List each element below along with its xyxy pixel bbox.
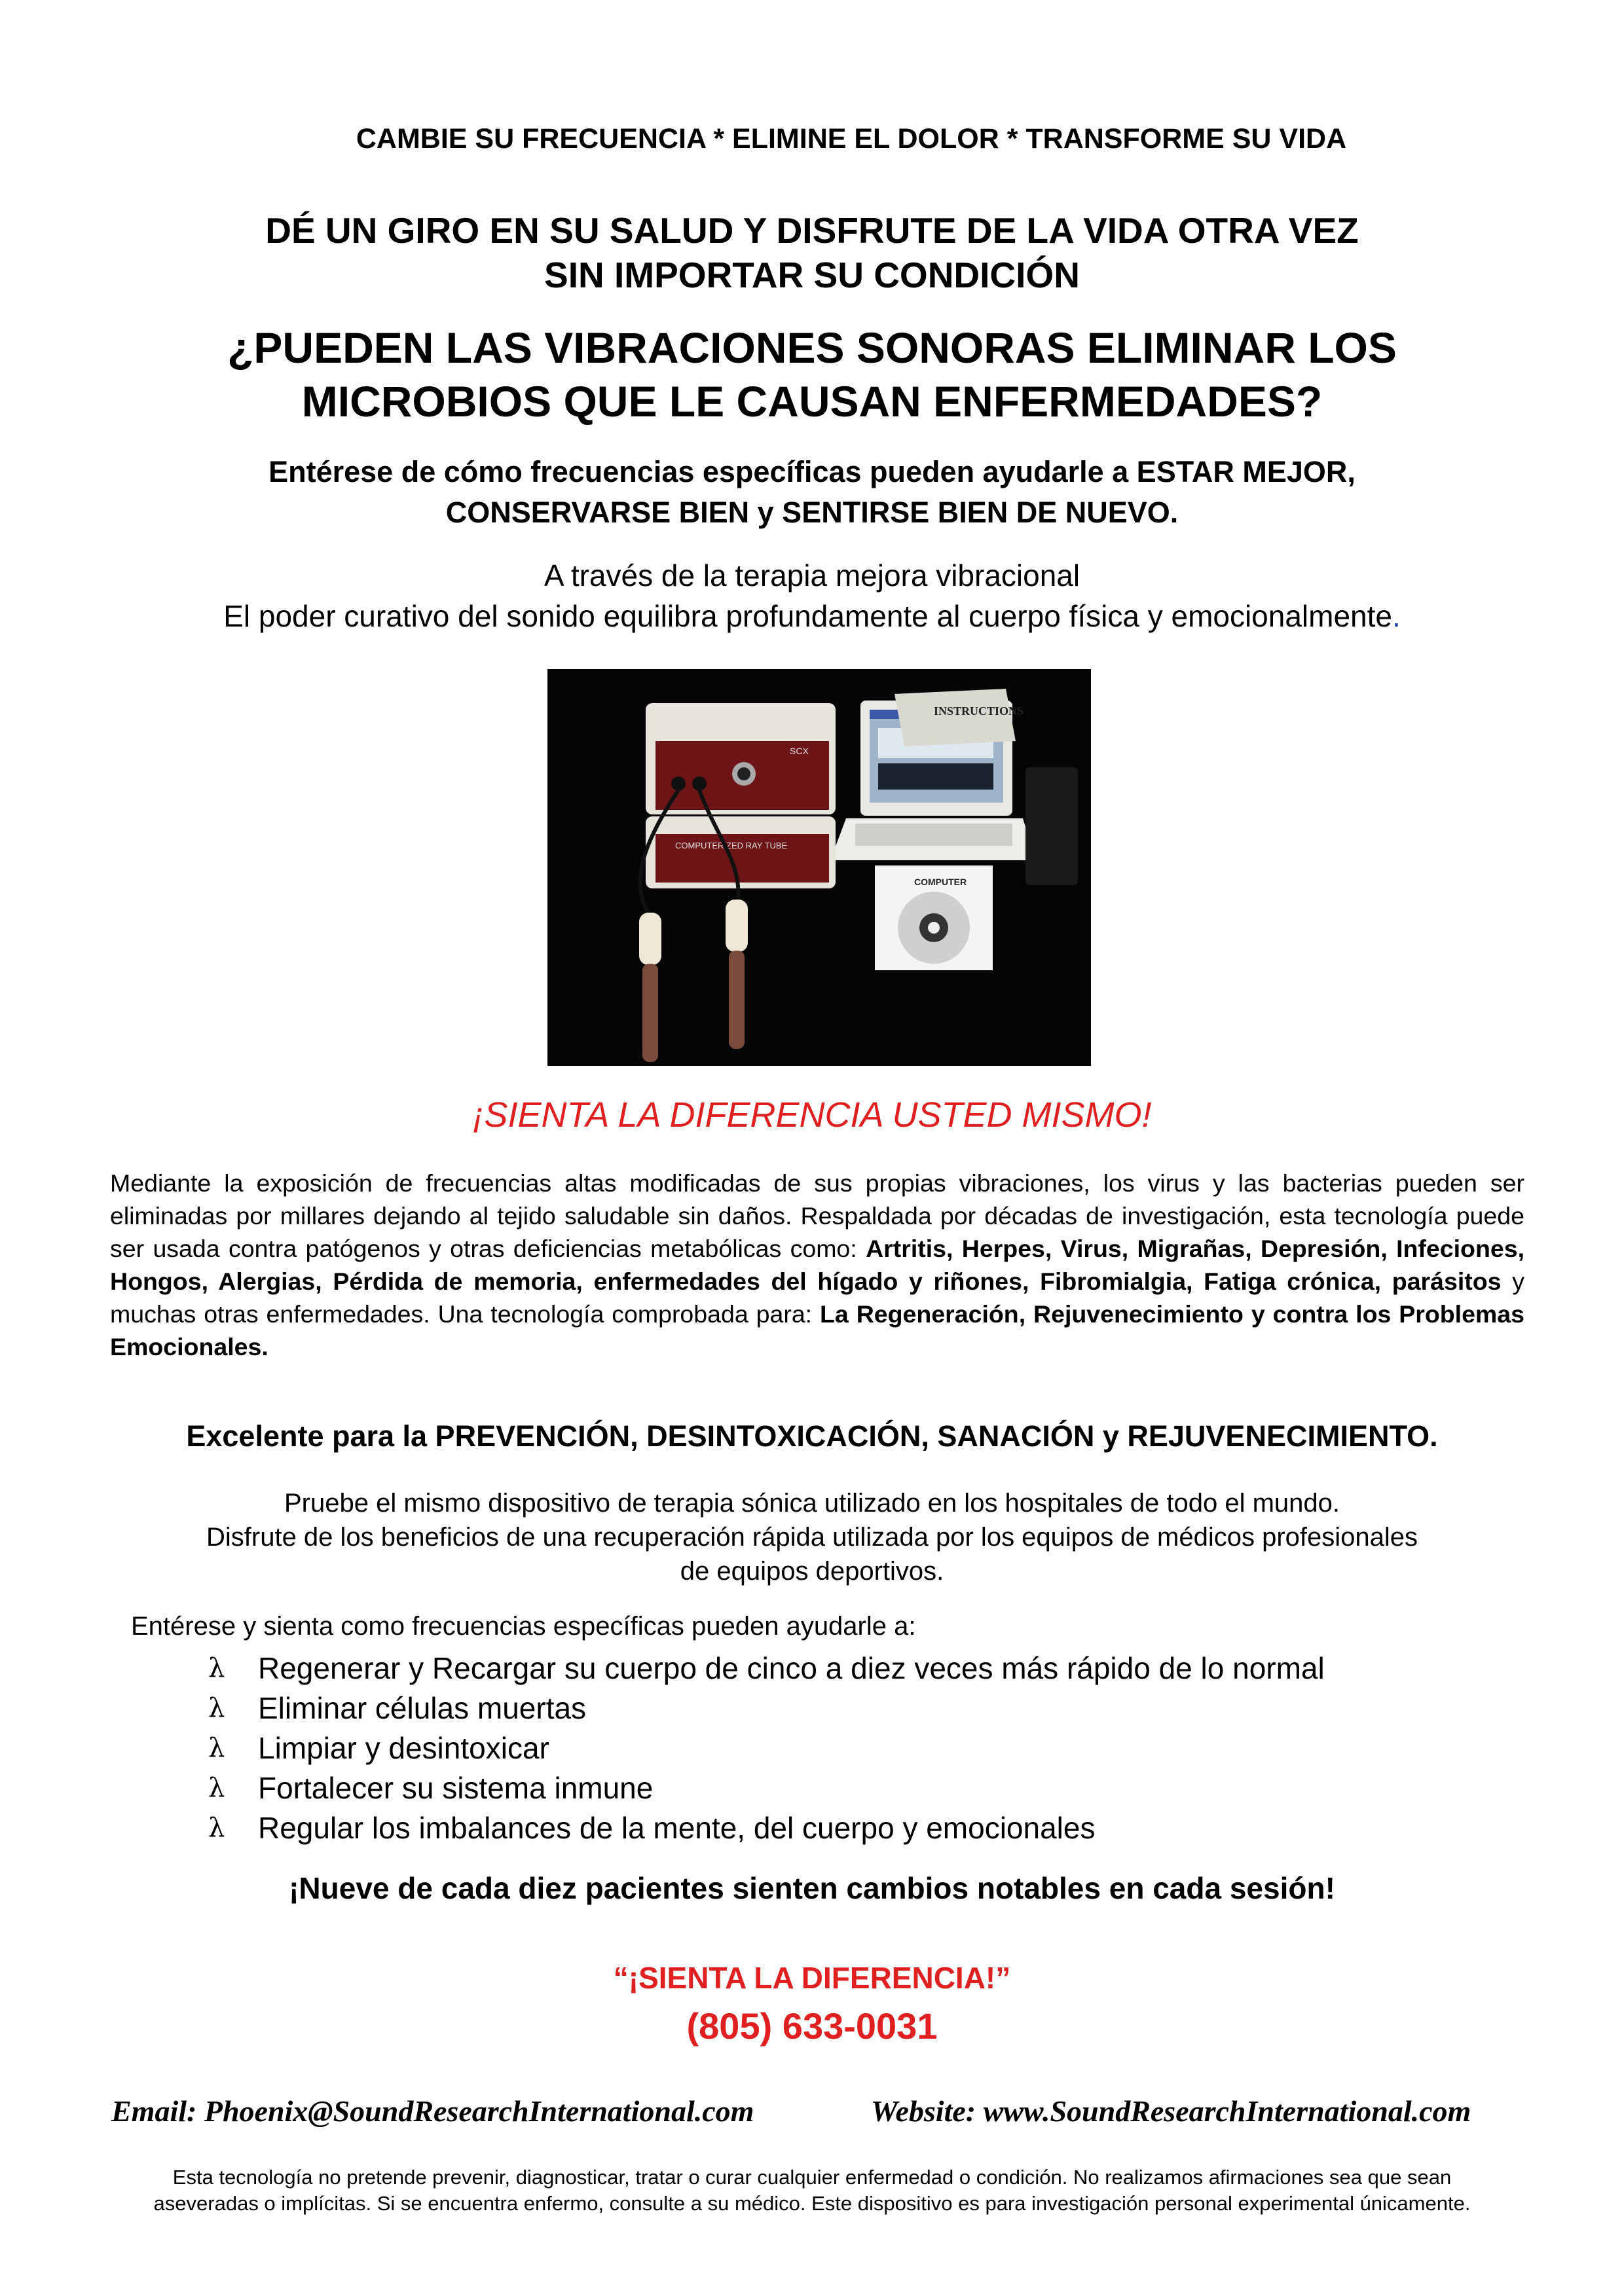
electrode-left <box>639 913 661 1062</box>
subheadline-line: Entérese de cómo frecuencias específicas pueden ayudarle a ESTAR MEJOR, <box>268 455 1356 488</box>
try-paragraph <box>0 1486 1624 1588</box>
try-line: de equipos deportivos. <box>680 1557 944 1586</box>
website-link[interactable]: Website: www.SoundResearchInternational.com <box>871 2094 1471 2128</box>
body-text: y muchas otras enfermedades. Una tecnología comprobada para: <box>110 1267 1524 1328</box>
nine-of-ten-statement: ¡Nueve de cada diez pacientes sienten cambios notables en cada sesión! <box>289 1871 1335 1905</box>
lambda-bullet-icon: λ <box>208 1693 225 1723</box>
device-illustration <box>547 669 1091 1066</box>
product-photo <box>547 669 1091 1066</box>
device-jack <box>671 776 686 791</box>
manual-text: INSTRUCTIONS <box>934 704 1024 718</box>
disclaimer <box>0 2164 1624 2217</box>
manual <box>895 689 1016 746</box>
try-line: Pruebe el mismo dispositivo de terapia sónica utilizado en los hospitales de todo el mundo. <box>284 1489 1340 1518</box>
excellent-heading: Excelente para la PREVENCIÓN, DESINTOXICACIÓN, SANACIÓN y REJUVENECIMIENTO. <box>186 1419 1438 1453</box>
therapy-period: . <box>1392 599 1401 633</box>
try-line: Disfrute de los beneficios de una recuperación rápida utilizada por los equipos de médicos profesionales <box>206 1523 1418 1552</box>
book <box>1025 767 1078 885</box>
subheadline <box>0 452 1624 533</box>
list-item-text: Fortalecer su sistema inmune <box>258 1771 654 1805</box>
list-item-text: Regenerar y Recargar su cuerpo de cinco a diez veces más rápido de lo normal <box>258 1651 1325 1685</box>
list-item <box>208 1688 1325 1728</box>
question-line: MICROBIOS QUE LE CAUSAN ENFERMEDADES? <box>301 377 1323 426</box>
list-item-text: Regular los imbalances de la mente, del cuerpo y emocionales <box>258 1811 1096 1845</box>
lambda-bullet-icon: λ <box>208 1653 225 1683</box>
email-link[interactable]: Email: Phoenix@SoundResearchInternational.com <box>111 2094 754 2128</box>
list-item <box>208 1728 1325 1768</box>
lambda-bullet-icon: λ <box>208 1773 225 1803</box>
headline-line: DÉ UN GIRO EN SU SALUD Y DISFRUTE DE LA VIDA OTRA VEZ <box>265 210 1359 251</box>
lambda-bullet-icon: λ <box>208 1813 225 1843</box>
subheadline-line: CONSERVARSE BIEN y SENTIRSE BIEN DE NUEVO. <box>445 496 1179 529</box>
disclaimer-line: aseveradas o implícitas. Si se encuentra enfermo, consulte a su médico. Este dispositivo es para investigación personal experimental únicamente. <box>153 2192 1471 2215</box>
headline <box>0 208 1624 297</box>
electrode-right <box>726 900 748 1049</box>
benefits-list <box>208 1649 1325 1848</box>
list-item <box>208 1808 1325 1848</box>
question-line: ¿PUEDEN LAS VIBRACIONES SONORAS ELIMINAR LOS <box>227 323 1397 372</box>
tagline: CAMBIE SU FRECUENCIA * ELIMINE EL DOLOR * TRANSFORME SU VIDA <box>356 123 1347 155</box>
list-intro: Entérese y sienta como frecuencias específicas pueden ayudarle a: <box>131 1612 916 1641</box>
list-item-text: Limpiar y desintoxicar <box>258 1731 549 1765</box>
therapy-line: A través de la terapia mejora vibracional <box>544 558 1080 592</box>
question-heading <box>0 321 1624 428</box>
benefits-text: La Regeneración, Rejuvenecimiento y contra los Problemas Emocionales. <box>110 1300 1524 1360</box>
body-paragraph <box>110 1167 1524 1363</box>
list-item <box>208 1649 1325 1688</box>
disclaimer-line: Esta tecnología no pretende prevenir, diagnosticar, tratar o curar cualquier enfermedad o condición. No realizamos afirmaciones sea que sean <box>172 2166 1452 2189</box>
therapy-line-text: El poder curativo del sonido equilibra profundamente al cuerpo física y emocionalmente <box>223 599 1393 633</box>
device-front-label: COMPUTERIZED RAY TUBE <box>675 841 788 850</box>
list-item-text: Eliminar células muertas <box>258 1691 587 1725</box>
headline-line: SIN IMPORTAR SU CONDICIÓN <box>544 255 1080 295</box>
cd-label: COMPUTER <box>914 877 967 887</box>
conditions-list: Artritis, Herpes, Virus, Migrañas, Depresión, Infeciones, Hongos, Alergias, Pérdida de memoria, enfermedades del hígado y riñones, Fibromialgia, Fatiga crónica, parásitos <box>110 1235 1524 1295</box>
therapy-line <box>0 596 1624 636</box>
list-item <box>208 1768 1325 1808</box>
feel-difference-heading: ¡SIENTA LA DIFERENCIA USTED MISMO! <box>472 1095 1152 1135</box>
slogan: “¡SIENTA LA DIFERENCIA!” <box>613 1961 1011 1995</box>
body-text: Mediante la exposición de frecuencias altas modificadas de sus propias vibraciones, los virus y las bacterias pueden ser eliminadas por millares dejando al tejido saludable sin daños. Respaldada por décadas de investigación, esta tecnología puede ser usada contra patógenos y otras deficiencias metabólicas como: <box>110 1169 1524 1262</box>
lambda-bullet-icon: λ <box>208 1733 225 1763</box>
device-brand: SCX <box>790 746 809 756</box>
phone-number[interactable]: (805) 633-0031 <box>686 2005 938 2047</box>
therapy-text <box>0 555 1624 636</box>
